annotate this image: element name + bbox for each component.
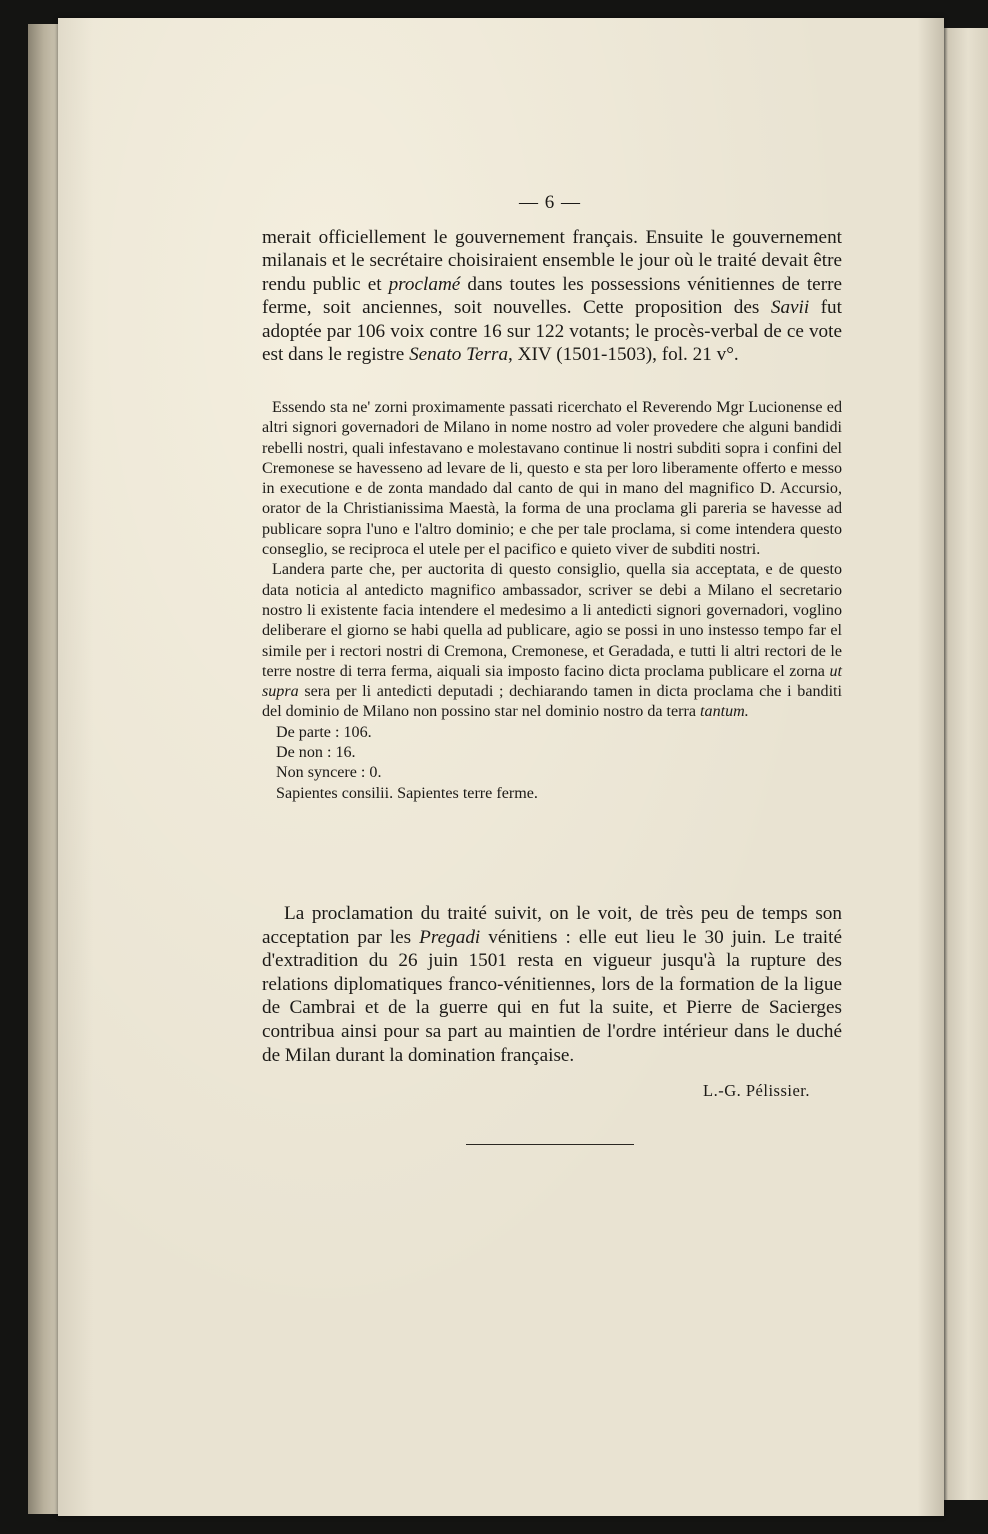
intro-text-1: merait officiellement le gouvernement français. Ensuite le gouvernement milanais et le secrétaire choisiraient ensemble le jour où le traité devait être rendu public et: [262, 227, 842, 295]
document-italic-2: tantum.: [700, 703, 749, 721]
document-paragraph-1: Essendo sta ne' zorni proximamente passati ricerchato el Reverendo Mgr Lucionense ed altri signori governadori de Milano in nome nostro ad voler provedere che alguni bandidi rebelli nostri, quali infestavano e molestavano continue li nostri subditi sopra i confini del Cremonese se havesseno ad levare de li, questo e sta per loro liberamente offerto e messo in executione e de zonta mandado dal canto de qui in mano del magnifico D. Accursio, orator de la Christianissima Maestà, la forma de una proclama gli pareria se havesse ad publicare sopra l'uno e l'altro dominio; e che per tale proclama, si come intendera questo conseglio, se reciproca el utele per el pacifico e quieto viver de subditi nostri.: [262, 399, 842, 559]
document-italic-1: ut supra: [262, 662, 842, 701]
document-paragraph-2: [262, 560, 842, 722]
conclusion-text-2: vénitiens : elle eut lieu le 30 juin. Le traité d'extradition du 26 juin 1501 resta en vigueur jusqu'à la rupture des relations diplomatiques franco-vénitiennes, lors de la formation de la ligue de Cambrai et de la guerre qui en fut la suite, et Pierre de Sacierges contribua ainsi pour sa part au maintien de l'ordre intérieur dans le duché de Milan durant la domination française.: [262, 926, 842, 1066]
author-signature: L.-G. Pélissier.: [703, 1081, 810, 1100]
vote-line: Sapientes consilii. Sapientes terre ferme.: [276, 784, 538, 802]
conclusion-italic-1: Pregadi: [419, 926, 481, 948]
quoted-document: [262, 398, 842, 804]
vote-line: De parte : 106.: [276, 723, 372, 741]
intro-text-2: dans toutes les possessions vénitiennes de terre ferme, soit anciennes, soit nouvelles. Cette proposition des: [262, 273, 842, 319]
document-text-b: sera per li antedicti deputadi ; dechiarando tamen in dicta proclama che i banditi del dominio de Milano non possino star nel dominio nostro da terra: [262, 683, 842, 721]
intro-italic-3: Senato Terra: [409, 344, 509, 366]
conclusion-text-1: La proclamation du traité suivit, on le voit, de très peu de temps son acceptation par les: [262, 903, 842, 948]
intro-italic-1: proclamé: [388, 273, 461, 295]
page-number: — 6 —: [519, 192, 581, 213]
vote-line: De non : 16.: [276, 744, 356, 762]
conclusion-paragraph: [262, 902, 842, 1067]
vote-line: Non syncere : 0.: [276, 764, 382, 782]
end-rule-divider: [466, 1144, 634, 1145]
intro-paragraph: [262, 226, 842, 366]
intro-text-3: fut adoptée par 106 voix contre 16 sur 122 votants; le procès-verbal de ce vote est dans le registre: [262, 297, 842, 366]
next-page-edge: [938, 28, 988, 1500]
document-text-a: Landera parte che, per auctorita di questo consiglio, quella sia acceptata, e de questo data noticia al antedicto magnifico ambassador, scriver se debi a Milano el secretario nostro li existente facia intendere el medesimo a li antedicti signori governadori, voglino deliberare el giorno se habi quella ad publicare, agio se possi in uno instesso tempo far el simile per i rectori nostri di Cremona, Cremonese, et Geradada, e tutti li altri rectori de le terre nostre di terra ferma, aiquali sia imposto facino dicta proclama publicare el zorna: [262, 561, 842, 680]
intro-text-4: , XIV (1501-1503), fol. 21 v°.: [508, 344, 739, 366]
intro-italic-2: Savii: [770, 297, 810, 319]
